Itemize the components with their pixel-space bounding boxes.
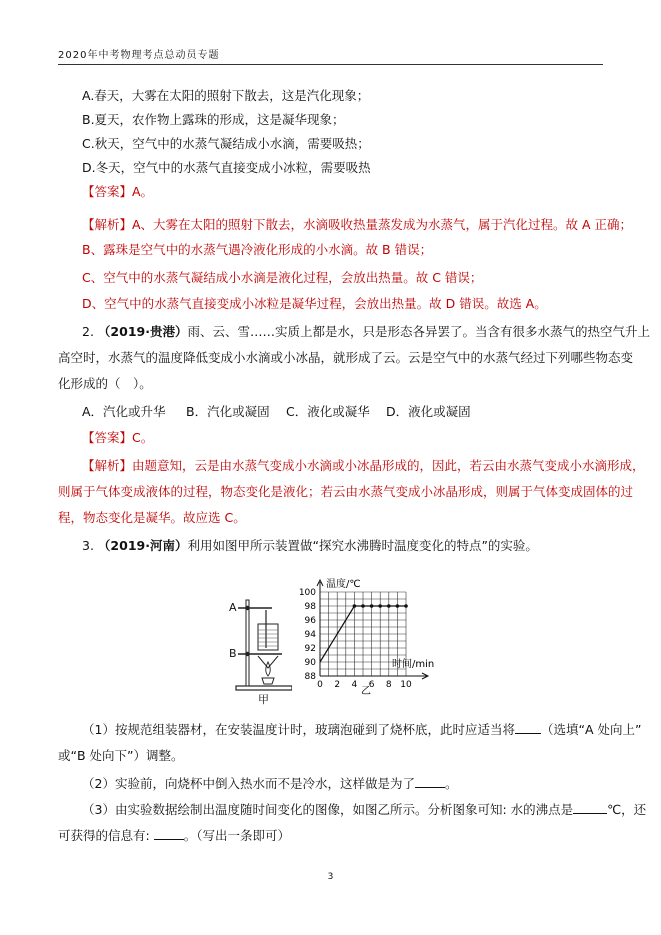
q1-analysis-line3: C、空气中的水蒸气凝结成小水滴是液化过程，会放出热量。故 C 错误； [82,270,483,285]
apparatus-caption: 甲 [258,693,269,706]
x-tick-label: 0 [317,680,323,690]
q3-sub3-blank2[interactable] [154,827,184,840]
y-tick-label: 98 [304,602,316,612]
q2-stem-line1 [82,322,650,342]
q1-option-b: B.夏天，农作物上露珠的形成，这是凝华现象； [82,112,345,127]
header-divider [58,64,603,65]
q3-sub1-line1 [82,720,641,740]
q3-sub3-text-d: 。（写出一条即可） [183,828,290,843]
apparatus-label-a: A [229,601,237,614]
q3-sub3-line1 [82,800,646,820]
chart-ticks [299,588,412,690]
q2-source: （2019·贵港） [97,324,188,339]
q2-stem-line2: 高空时，水蒸气的温度降低变成小水滴或小冰晶，就形成了云。云是空气中的水蒸气经过下列哪些物态变 [58,350,634,365]
q3-sub1-text-a: （1）按规范组装器材，在安装温度计时，玻璃泡碰到了烧杯底，此时应适当将 [82,722,515,737]
q3-sub2-blank[interactable] [415,775,445,788]
q2-option-d: D．液化或凝固 [386,404,471,419]
y-tick-label: 92 [304,644,316,654]
q3-sub3-blank1[interactable] [573,801,607,814]
q3-stem [82,536,538,556]
q3-sub2-text-a: （2）实验前，向烧杯中倒入热水而不是冷水，这样做是为了 [82,776,415,791]
q3-stem-text: 利用如图甲所示装置做“探究水沸腾时温度变化的特点”的实验。 [187,538,538,553]
y-tick-label: 90 [304,658,316,668]
x-tick-label: 6 [368,680,375,690]
y-tick-label: 88 [304,672,316,682]
data-point [378,604,382,608]
y-tick-label: 94 [304,630,316,640]
data-point [387,604,391,608]
data-point [396,604,400,608]
q3-sub3-text-b: ℃，还 [607,802,647,817]
apparatus-label-b: B [229,647,237,660]
data-point [353,604,357,608]
data-point [370,604,374,608]
x-tick-label: 10 [400,680,412,690]
y-tick-label: 100 [298,588,316,598]
q2-analysis-line1: 【解析】由题意知，云是由水蒸气变成小水滴或小冰晶形成的，因此，若云由水蒸气变成小水滴形成， [82,458,645,473]
chart-ylabel: 温度/℃ [326,579,361,590]
q1-option-c: C.秋天，空气中的水蒸气凝结成小水滴，需要吸热； [82,136,370,151]
q1-option-d: D.冬天，空气中的水蒸气直接变成小冰粒，需要吸热 [82,160,371,175]
data-point [404,604,408,608]
q3-sub3-line2 [58,826,290,846]
q1-option-a: A.春天，大雾在太阳的照射下散去，这是汽化现象； [82,88,370,103]
x-tick-label: 4 [351,680,358,690]
q2-stem-text: 雨、云、雪……实质上都是水，只是形态各异罢了。当含有很多水蒸气的热空气升上 [187,324,650,339]
q3-sub3-text-c: 可获得的信息有: [58,828,150,843]
q2-option-b: B．汽化或凝固 [186,404,270,419]
q3-sub2 [82,774,457,794]
q3-sub1-text-b: （选填“A 处向上” [540,722,642,737]
q2-answer: 【答案】C。 [82,430,154,445]
temperature-time-chart [290,570,440,700]
q3-number: 3. [82,538,94,553]
q2-analysis-line3: 程，物态变化是凝华。故应选 C。 [58,510,246,525]
x-tick-label: 8 [385,680,392,690]
page-number: 3 [327,872,334,882]
chart-caption: 乙 [361,686,371,697]
q2-option-a: A．汽化或升华 [82,404,166,419]
q3-sub2-text-b: 。 [444,776,458,791]
q3-sub1-line2: 或“B 处向下”）调整。 [58,748,184,763]
q1-answer: 【答案】A。 [82,184,154,199]
q2-number: 2. [82,324,94,339]
data-point [361,604,365,608]
q2-option-c: C．液化或凝华 [286,404,370,419]
y-tick-label: 96 [304,616,316,626]
q3-sub1-blank[interactable] [515,721,541,734]
chart-xlabel: 时间/min [392,659,435,670]
q2-analysis-line2: 则属于气体变成液体的过程，物态变化是液化；若云由水蒸气变成小冰晶形成，则属于气体变成固体的过 [58,484,634,499]
q3-source: （2019·河南） [97,538,188,553]
q3-sub3-text-a: （3）由实验数据绘制出温度随时间变化的图像，如图乙所示。分析图象可知: 水的沸点是 [82,802,574,817]
page-header: 2020年中考物理考点总动员专题 [58,50,220,61]
q2-stem-line3: 化形成的（ ）。 [58,376,152,391]
q1-analysis-line1: 【解析】A、大雾在太阳的照射下散去，水滴吸收热量蒸发成为水蒸气，属于汽化过程。故 A 正确； [82,217,633,232]
q1-analysis-line4: D、空气中的水蒸气直接变成小冰粒是凝华过程，会放出热量。故 D 错误。故选 A。 [82,296,547,311]
x-tick-label: 2 [334,680,341,690]
q1-analysis-line2: B、露珠是空气中的水蒸气遇冷液化形成的小水滴。故 B 错误； [82,242,433,257]
